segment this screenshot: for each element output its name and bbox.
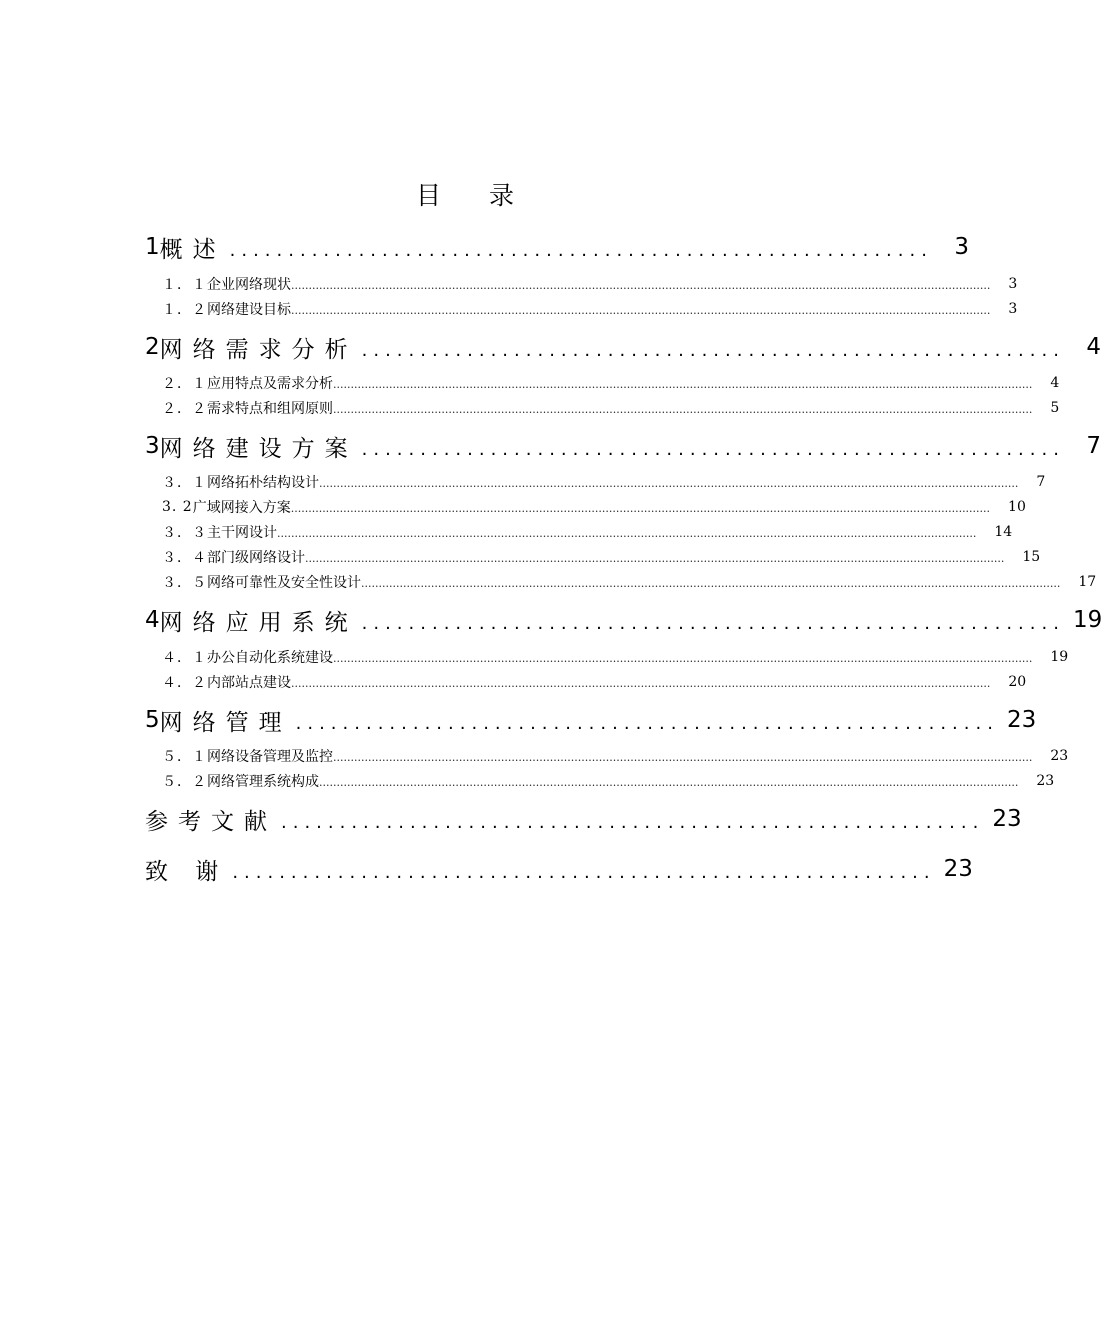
toc-section-entry[interactable] [162,770,1055,792]
toc-entry-page: 5 [1050,400,1060,416]
toc-dot-leader: ............................................................ [295,712,999,734]
toc-entry-title: 网络需求分析 [159,336,358,363]
toc-title: 目 录 [416,181,534,210]
toc-entry-number: 4 [145,607,160,633]
toc-entry-number: ５．２ [162,774,207,790]
toc-entry-title: 概述 [159,236,226,263]
toc-entry-page: 23 [992,806,1022,832]
toc-entry-number: ３．４ [162,550,207,566]
toc-entry-page: 19 [1050,649,1069,665]
toc-section-entry[interactable] [162,521,1013,543]
toc-section-entry[interactable] [162,298,1018,320]
toc-entry-title: 网络建设目标 [207,302,291,318]
toc-chapter-entry[interactable] [145,703,1037,737]
toc-chapter-entry[interactable] [145,330,1101,364]
toc-chapter-entry[interactable] [145,852,973,886]
toc-section-entry[interactable] [162,745,1069,767]
toc-dot-leader: ........................................................................................................................................................................................................ [291,677,991,690]
toc-entry-number: ３．１ [162,475,207,491]
toc-chapter-entry[interactable] [145,603,1102,637]
toc-entry-page: 4 [1086,334,1101,360]
toc-entry-title: 网络设备管理及监控 [207,749,333,765]
toc-entry-page: 7 [1036,474,1046,490]
toc-entry-title: 网络建设方案 [159,435,358,462]
toc-entry-page: 3 [1008,301,1018,317]
toc-entry-number: 5 [145,707,160,733]
toc-dot-leader: ........................................................................................................................................................................................................ [333,652,1033,665]
toc-dot-leader: ........................................................................................................................................................................................................ [333,403,1033,416]
toc-dot-leader: ........................................................................................................................................................................................................ [291,279,991,292]
toc-entry-page: 23 [1050,748,1069,764]
toc-section-entry[interactable] [162,546,1041,568]
toc-entry-page: 10 [1008,499,1026,515]
toc-entry-title: 内部站点建设 [207,675,291,691]
toc-entry-title: 企业网络现状 [207,277,291,293]
toc-chapter-entry[interactable] [145,230,969,264]
toc-entry-title: 部门级网络设计 [207,550,305,566]
toc-entry-page: 7 [1086,433,1101,459]
toc-section-entry[interactable] [162,273,1018,295]
toc-dot-leader: ............................................................ [232,861,936,883]
toc-entry-number: ４．１ [162,650,207,666]
toc-entry-number: ３．３ [162,525,207,541]
toc-entry-page: 3 [954,234,969,260]
toc-dot-leader: ............................................................ [229,239,933,261]
toc-entry-page: 23 [1036,773,1055,789]
toc-entry-title: 参考文献 [145,808,277,835]
toc-dot-leader: ........................................................................................................................................................................................................ [319,776,1019,789]
toc-dot-leader: ............................................................ [281,811,985,833]
toc-entry-number: ２．２ [162,401,207,417]
toc-entry-number: ５．１ [162,749,207,765]
toc-dot-leader: ........................................................................................................................................................................................................ [319,477,1019,490]
toc-section-entry[interactable] [162,471,1046,493]
toc-entry-number: 2 [145,334,160,360]
toc-entry-page: 23 [943,856,973,882]
toc-entry-title: 应用特点及需求分析 [207,376,333,392]
toc-entry-title: 网络应用系统 [159,609,358,636]
toc-entry-page: 15 [1022,549,1041,565]
toc-entry-page: 20 [1008,674,1027,690]
toc-entry-title: 网络拓朴结构设计 [207,475,319,491]
toc-entry-number: ３．５ [162,575,207,591]
toc-entry-number: 1 [145,234,160,260]
toc-entry-number: １．２ [162,302,207,318]
toc-entry-number: ２．１ [162,376,207,392]
toc-section-entry[interactable] [162,646,1069,668]
toc-dot-leader: ........................................................................................................................................................................................................ [333,378,1033,391]
toc-entry-title: 主干网设计 [207,525,277,541]
toc-chapter-entry[interactable] [145,802,1022,836]
toc-chapter-entry[interactable] [145,429,1101,463]
toc-dot-leader: ........................................................................................................................................................................................................ [361,577,1061,590]
toc-entry-page: 4 [1050,375,1060,391]
toc-dot-leader: ........................................................................................................................................................................................................ [333,751,1033,764]
toc-dot-leader: ........................................................................................................................................................................................................ [291,304,991,317]
toc-section-entry[interactable] [162,571,1097,593]
toc-entry-page: 14 [994,524,1013,540]
toc-section-entry[interactable] [162,671,1027,693]
toc-entry-title: 网络可靠性及安全性设计 [207,575,361,591]
toc-entry-number: １．１ [162,277,207,293]
toc-dot-leader: ........................................................................................................................................................................................................ [290,502,991,515]
toc-entry-title: 办公自动化系统建设 [207,650,333,666]
toc-dot-leader: ............................................................ [361,612,1065,634]
toc-dot-leader: ........................................................................................................................................................................................................ [277,527,977,540]
toc-entry-title: 网络管理系统构成 [207,774,319,790]
toc-entry-title: 需求特点和组网原则 [207,401,333,417]
toc-entry-number: 3. 2 [162,499,193,515]
toc-dot-leader: ............................................................ [361,438,1065,460]
toc-entry-number: ４．２ [162,675,207,691]
toc-entry-title: 致 谢 [145,858,229,885]
toc-entry-number: 3 [145,433,160,459]
toc-dot-leader: ........................................................................................................................................................................................................ [305,552,1005,565]
toc-section-entry[interactable] [162,372,1060,394]
toc-section-entry[interactable] [162,397,1060,419]
toc-entry-page: 19 [1072,607,1102,633]
toc-entry-page: 23 [1006,707,1037,733]
toc-dot-leader: ............................................................ [361,339,1065,361]
toc-entry-page: 17 [1078,574,1097,590]
toc-section-entry[interactable] [162,496,1026,518]
toc-entry-title: 网络管理 [159,709,292,736]
toc-entry-title: 广域网接入方案 [192,500,291,516]
toc-entry-page: 3 [1008,276,1018,292]
